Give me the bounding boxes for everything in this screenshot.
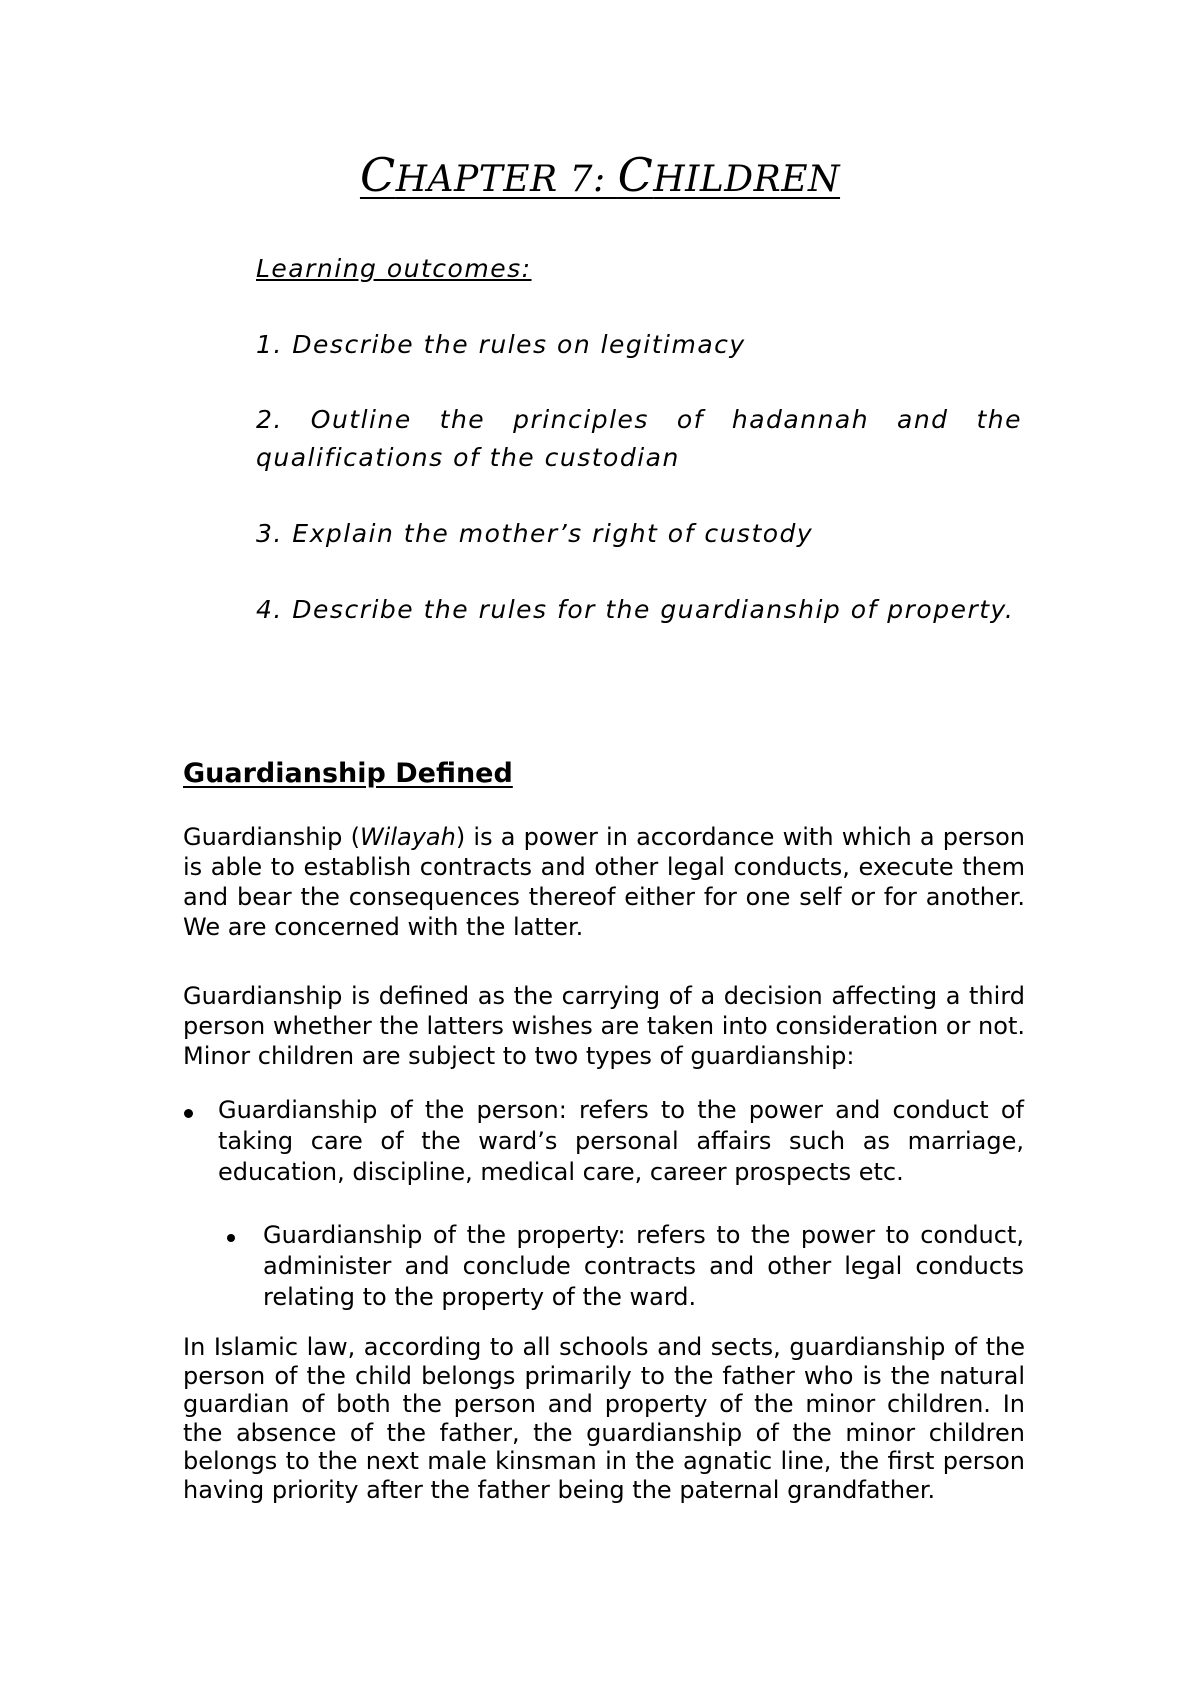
learning-outcomes-heading: Learning outcomes: — [256, 254, 532, 283]
paragraph-guardianship-types: Guardianship is defined as the carrying of a decision affecting a third person whether the latters wishes are taken into consideration or not. Minor children are subject to two types of guardianship: — [183, 982, 1025, 1070]
paragraph-islamic-law: In Islamic law, according to all schools and sects, guardianship of the person of the child belongs primarily to the father who is the natural guardian of both the person and property of the minor children. In the absence of the father, the guardianship of the minor children belongs to the next male kinsman in the agnatic line, the first person having priority after the father being the paternal grandfather. — [183, 1333, 1025, 1504]
wilayah-term: Wilayah — [359, 823, 456, 851]
list-item: Guardianship of the property: refers to the power to conduct, administer and conclude contracts and other legal conducts relating to the property of the ward. — [263, 1221, 1024, 1311]
chapter-title-initial-2: C — [617, 148, 654, 202]
learning-outcome-item: 3. Explain the mother’s right of custody — [256, 519, 814, 548]
chapter-title-initial-1: C — [359, 148, 396, 202]
paragraph-guardianship-definition: Guardianship (Wilayah) is a power in accordance with which a person is able to establish contracts and other legal conducts, execute them and bear the consequences thereof either for one self or for another. We are concerned with the latter. — [183, 823, 1025, 941]
learning-outcome-item: 2. Outline the principles of hadannah and the qualifications of the custodian — [256, 405, 1022, 472]
bullet-icon — [184, 1109, 193, 1118]
chapter-title — [0, 148, 1200, 202]
bullet-icon — [227, 1234, 235, 1242]
chapter-title-part-2: HILDREN — [653, 159, 841, 200]
section-heading: Guardianship Defined — [183, 758, 513, 789]
list-item: Guardianship of the person: refers to the power and conduct of taking care of the ward’s personal affairs such as marriage, education, discipline, medical care, career prospects etc. — [218, 1096, 1024, 1186]
learning-outcome-item: 1. Describe the rules on legitimacy — [256, 330, 746, 359]
learning-outcome-item: 4. Describe the rules for the guardianship of property. — [256, 595, 1015, 624]
chapter-title-part-1: HAPTER 7: — [395, 159, 618, 200]
